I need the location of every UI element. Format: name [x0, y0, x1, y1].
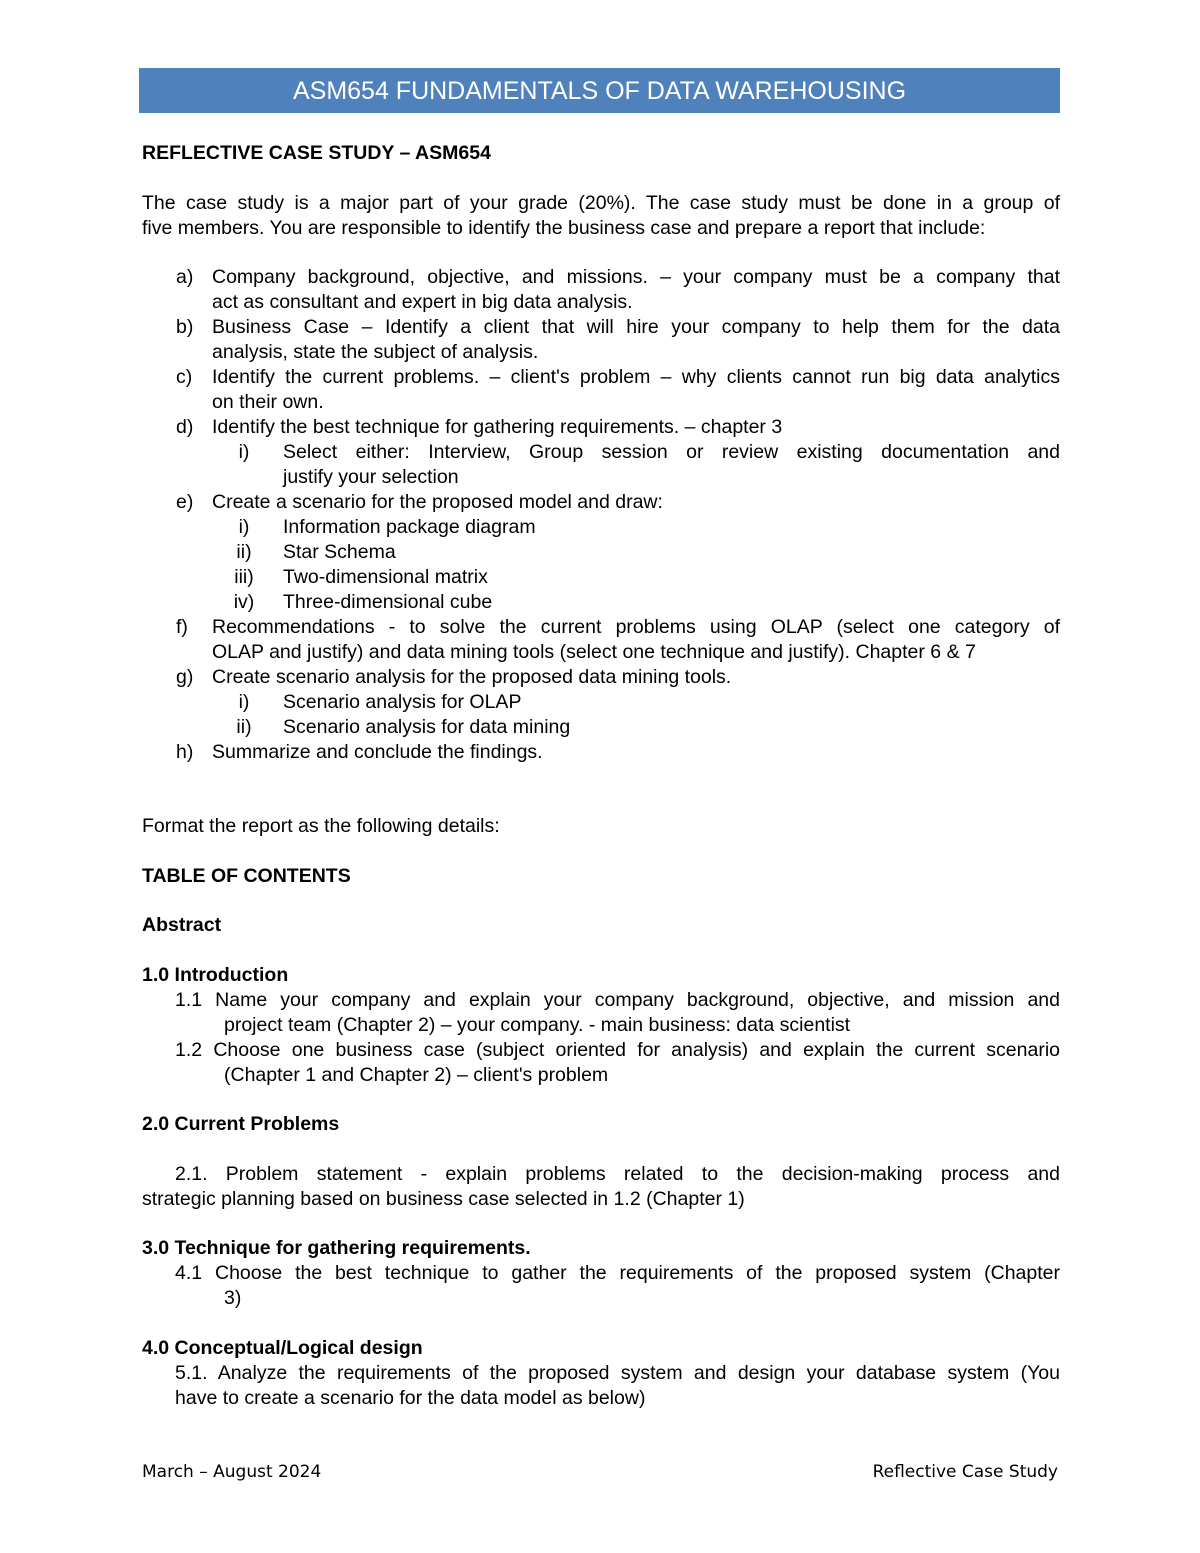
list-subitem-g-ii: ii) Scenario analysis for data mining	[236, 716, 571, 738]
list-subitem-e-iii: iii) Two-dimensional matrix	[234, 566, 488, 588]
intro-line-1: The case study is a major part of your grade (20%). The case study must be done in a group of	[142, 191, 1060, 214]
list-item-a: a) Company background, objective, and missions. – your company must be a company that act as consultant and expert in big data analysis.	[176, 266, 1060, 313]
toc-1-1-line-2: project team (Chapter 2) – your company. - main business: data scientist	[224, 1013, 851, 1036]
toc-2-1-line-2: strategic planning based on business case selected in 1.2 (Chapter 1)	[142, 1187, 745, 1210]
toc-section-1-title: 1.0 Introduction	[142, 963, 289, 986]
toc-5-1-line-2: have to create a scenario for the data model as below)	[175, 1386, 646, 1409]
toc-5-1-line-1: 5.1. Analyze the requirements of the proposed system and design your database system (You	[175, 1361, 1060, 1384]
toc-2-1-line-1: 2.1. Problem statement - explain problems related to the decision-making process and	[175, 1162, 1060, 1185]
toc-4-1-line-2: 3)	[224, 1287, 242, 1309]
footer-date: March – August 2024	[142, 1462, 322, 1482]
list-item-c: c) Identify the current problems. – client's problem – why clients cannot run big data analytics on their own.	[176, 366, 1060, 413]
list-item-h: h) Summarize and conclude the findings.	[176, 741, 543, 763]
list-item-f: f) Recommendations - to solve the current problems using OLAP (select one category of OLAP and justify) and data mining tools (select one technique and justify). Chapter 6 & 7	[176, 616, 1060, 663]
toc-1-2-line-1: 1.2 Choose one business case (subject oriented for analysis) and explain the current scenario	[175, 1038, 1060, 1061]
toc-4-1-line-1: 4.1 Choose the best technique to gather the requirements of the proposed system (Chapter	[175, 1262, 1060, 1284]
toc-section-3-title: 3.0 Technique for gathering requirements.	[142, 1237, 531, 1259]
list-item-b: b) Business Case – Identify a client that will hire your company to help them for the data analysis, state the subject of analysis.	[176, 316, 1060, 363]
list-subitem-e-i: i) Information package diagram	[238, 516, 536, 538]
toc-section-2-title: 2.0 Current Problems	[142, 1113, 340, 1135]
toc-1-2-line-2: (Chapter 1 and Chapter 2) – client's problem	[224, 1063, 609, 1086]
list-subitem-d-i: i) Select either: Interview, Group session or review existing documentation and justify your selection	[238, 441, 1060, 488]
format-note: Format the report as the following details:	[142, 815, 500, 837]
list-item-e: e) Create a scenario for the proposed model and draw:	[176, 491, 663, 513]
toc-section-4-title: 4.0 Conceptual/Logical design	[142, 1336, 423, 1359]
list-subitem-e-ii: ii) Star Schema	[236, 541, 396, 563]
toc-1-1-line-1: 1.1 Name your company and explain your company background, objective, and mission and	[175, 988, 1060, 1011]
footer-title: Reflective Case Study	[872, 1462, 1058, 1482]
requirements-list	[142, 265, 1060, 765]
list-subitem-g-i: i) Scenario analysis for OLAP	[238, 691, 522, 713]
list-item-d: d) Identify the best technique for gathering requirements. – chapter 3	[176, 416, 783, 438]
intro-line-2: five members. You are responsible to identify the business case and prepare a report that include:	[142, 216, 986, 239]
case-study-heading: REFLECTIVE CASE STUDY – ASM654	[142, 142, 491, 164]
list-subitem-e-iv: iv) Three-dimensional cube	[233, 591, 493, 613]
document-body	[142, 141, 1060, 1411]
toc-title: TABLE OF CONTENTS	[142, 864, 351, 887]
list-item-g: g) Create scenario analysis for the proposed data mining tools.	[176, 666, 732, 688]
toc-abstract: Abstract	[142, 914, 222, 936]
document-title-banner: ASM654 FUNDAMENTALS OF DATA WAREHOUSING	[139, 68, 1060, 113]
